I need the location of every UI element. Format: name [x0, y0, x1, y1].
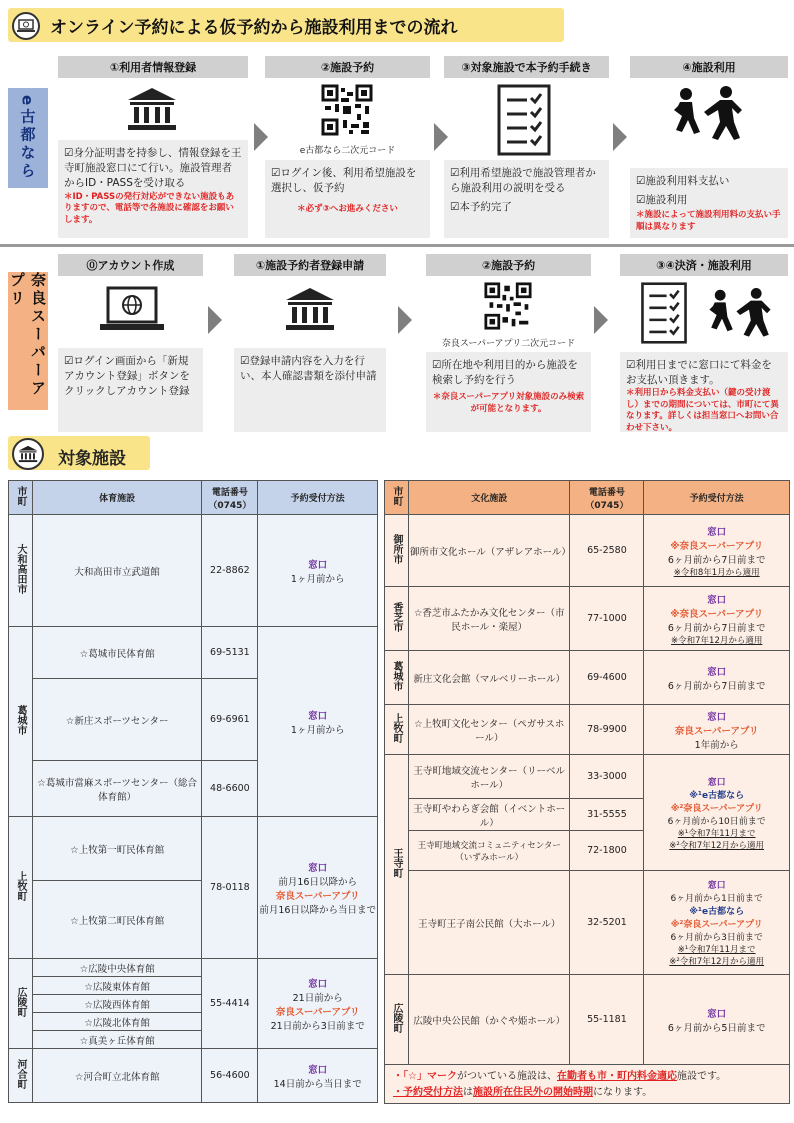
method-app: 奈良スーパーアプリ [275, 1006, 360, 1018]
nara-step1-head: ①施設予約者登録申請 [234, 254, 386, 276]
method-main: 窓口 [707, 594, 727, 606]
tel: 31-5555 [570, 799, 644, 831]
facility-name: ☆葛城市當麻スポーツセンター（総合体育館） [32, 761, 201, 817]
method-ekofu: ※¹e古都なら [689, 790, 745, 801]
tel: 33-3000 [570, 755, 644, 799]
nara-step2-box [426, 352, 591, 432]
qr-code-icon [321, 84, 373, 139]
method-note: ※¹令和7年11月まで [677, 828, 756, 839]
arrow-icon [398, 306, 412, 334]
table-row [9, 627, 378, 679]
table-header-row [385, 481, 790, 515]
ekofu-step3-head: ③対象施設で本予約手続き [444, 56, 609, 78]
method-note: ※²令和7年12月から適用 [669, 957, 765, 967]
building-icon [12, 438, 44, 470]
nara-step2-head: ②施設予約 [426, 254, 591, 276]
method-sub: 6ヶ月前から10日前まで [667, 816, 766, 827]
city-label: 広陵町 [390, 1003, 402, 1033]
notes-box [384, 1064, 790, 1104]
method-main: 窓口 [707, 1008, 727, 1020]
nara-step3-box [620, 352, 788, 432]
table-row [385, 587, 790, 651]
checklist-icon [497, 84, 551, 159]
method-note: ※令和8年1月から適用 [673, 567, 760, 578]
method-main: 窓口 [707, 777, 726, 788]
facility-name: 広陵中央公民館（かぐや姫ホール） [408, 975, 570, 1065]
method-sub: 6ヶ月前から7日前まで [667, 622, 766, 634]
tel: 72-1800 [570, 831, 644, 871]
method-sub2: 前月16日以降から当日まで [259, 904, 376, 916]
facility-name: ☆広陵西体育館 [32, 995, 201, 1013]
nara-step3-body: ☑利用日までに窓口にて料金をお支払い頂きます。 [626, 359, 772, 387]
city-label: 御所市 [390, 534, 402, 564]
method-cell [258, 627, 378, 817]
table-row [385, 705, 790, 755]
table-row [385, 871, 790, 975]
method-cell [644, 705, 790, 755]
city-label: 上牧町 [390, 713, 402, 743]
method-app: 奈良スーパーアプリ [674, 725, 759, 737]
city-label: 広陵町 [14, 987, 26, 1017]
table-row [9, 959, 378, 977]
checklist-icon [640, 282, 688, 347]
ekofu-step4-body: ☑施設利用料支払い [636, 175, 730, 187]
nara-qr-caption: 奈良スーパーアプリ二次元コード [441, 339, 576, 349]
arrow-icon [613, 123, 627, 151]
ekofu-step2-box [265, 160, 430, 238]
method-sub: 6ヶ月前から5日前まで [667, 1022, 766, 1034]
table-row [385, 755, 790, 799]
table-row [9, 1049, 378, 1103]
ekofu-step1-box [58, 140, 248, 238]
method-main: 窓口 [308, 862, 328, 874]
ekofu-step1-note: ＊ID・PASSの発行対応ができない施設もありますので、電話等で各施設に確認をお願いします。 [64, 191, 235, 225]
culture-facility-table [384, 480, 790, 1065]
table-row [385, 975, 790, 1065]
ekofu-step1-head: ①利用者情報登録 [58, 56, 248, 78]
note-emph: 施設所在住民外の開始時期 [473, 1087, 593, 1098]
arrow-icon [594, 306, 608, 334]
note-line-1 [393, 1069, 781, 1085]
tel: 78-0118 [202, 817, 258, 959]
ekofu-step2-note: ＊必ず③へお進みください [297, 204, 398, 215]
method-app: 奈良スーパーアプリ [275, 890, 360, 902]
facility-name: ☆葛城市民体育館 [32, 627, 201, 679]
ekofu-step3-box [444, 160, 609, 238]
page-title: オンライン予約による仮予約から施設利用までの流れ [50, 18, 458, 38]
tel: 78-9900 [570, 705, 644, 755]
ekofu-step2-head: ②施設予約 [265, 56, 430, 78]
method-sub2: 21日前から3日前まで [270, 1020, 365, 1032]
city-label: 王寺町 [390, 848, 402, 878]
sports-facility-table [8, 480, 378, 1103]
qr-code-icon [484, 282, 532, 333]
method-sub: 6ヶ月前から7日前まで [667, 554, 766, 566]
note-mark: ・「☆」マーク [393, 1071, 457, 1082]
note-line-2 [393, 1085, 781, 1101]
tel: 55-4414 [202, 959, 258, 1049]
method-main: 窓口 [308, 978, 328, 990]
method-sub: 1ヶ月前から [290, 724, 345, 736]
facility-name: 王寺町地域交流センター（リーベルホール） [408, 755, 570, 799]
tel: 69-5131 [202, 627, 258, 679]
table-row [9, 817, 378, 881]
method-app: ※奈良スーパーアプリ [670, 608, 764, 620]
nara-step2-note: ＊奈良スーパーアプリ対象施設のみ検索が可能となります。 [432, 392, 585, 414]
tel: 69-6961 [202, 679, 258, 761]
table-row [385, 651, 790, 705]
method-cell [258, 817, 378, 959]
nara-step2-body: ☑所在地や利用目的から施設を検索し予約を行う [432, 359, 578, 387]
method-main: 窓口 [707, 881, 726, 891]
method-sub: 14日前から当日まで [273, 1078, 362, 1090]
nara-step1-body: ☑登録申請内容を入力を行い、本人確認書類を添付申請 [240, 355, 377, 383]
nara-step0-head: ⓪アカウント作成 [58, 254, 203, 276]
city-label: 葛城市 [390, 661, 402, 691]
nara-step0-box [58, 348, 203, 432]
facility-name: ☆上牧第二町民体育館 [32, 881, 201, 959]
building-icon [126, 86, 178, 135]
method-main: 窓口 [707, 666, 727, 678]
facility-name: ☆広陵北体育館 [32, 1013, 201, 1031]
method-sub: 1年前から [694, 739, 739, 751]
header-facility: 文化施設 [408, 481, 570, 515]
tel: 65-2580 [570, 515, 644, 587]
method-app: ※奈良スーパーアプリ [670, 540, 764, 552]
facility-name: 王寺町地域交流コミュニティセンター（いずみホール） [408, 831, 570, 871]
method-sub: 6ヶ月前から1日前まで [670, 894, 763, 904]
section-title: 対象施設 [58, 449, 126, 469]
tel: 77-1000 [570, 587, 644, 651]
facility-name: 王寺町やわらぎ会館（イベントホール） [408, 799, 570, 831]
facility-name: ☆河合町立北体育館 [32, 1049, 201, 1103]
header-tel: 電話番号（0745） [570, 481, 644, 515]
method-sub: 6ヶ月前から3日前まで [670, 933, 763, 943]
method-main: 窓口 [707, 711, 727, 723]
note-mark: ・予約受付方法 [393, 1087, 463, 1098]
city-label: 河合町 [14, 1059, 26, 1089]
facility-name: ☆広陵中央体育館 [32, 959, 201, 977]
nara-step3-note: ＊利用日から料金支払い（鍵の受け渡し）までの期間については、市町にて異なります。詳しくは担当窓口へお問い合わせ下さい。 [626, 388, 779, 433]
facility-name: 新庄文化会館（マルベリーホール） [408, 651, 570, 705]
note-text: は [463, 1087, 473, 1098]
note-text: 施設です。 [676, 1071, 727, 1082]
method-sub: 1ヶ月前から [290, 573, 345, 585]
header-city: 市町 [390, 486, 402, 506]
table-header-row [9, 481, 378, 515]
nara-side-label: 奈良スーパーアプリ [8, 272, 48, 410]
table-row [9, 515, 378, 627]
note-text: がついている施設は、 [456, 1071, 557, 1082]
method-cell [644, 871, 790, 975]
method-cell [644, 651, 790, 705]
nara-step0-body: ☑ログイン画面から「新規アカウント登録」ボタンをクリックしアカウント登録 [64, 355, 190, 398]
nara-step3-head: ③④決済・施設利用 [620, 254, 788, 276]
ekofu-step4-head: ④施設利用 [630, 56, 788, 78]
tel: 55-1181 [570, 975, 644, 1065]
facility-name: ☆真美ヶ丘体育館 [32, 1031, 201, 1049]
ekofu-step4-box [630, 168, 788, 238]
ekofu-step2-body: ☑ログイン後、利用希望施設を選択し、仮予約 [271, 167, 417, 195]
method-note: ※¹令和7年11月まで [677, 945, 756, 955]
method-main: 窓口 [308, 710, 328, 722]
tel: 32-5201 [570, 871, 644, 975]
method-sub: 6ヶ月前から7日前まで [667, 680, 766, 692]
method-cell [258, 1049, 378, 1103]
arrow-icon [434, 123, 448, 151]
ekofu-side-label: e古都なら [8, 88, 48, 188]
arrow-icon [208, 306, 222, 334]
city-label: 香芝市 [390, 602, 402, 632]
header-method: 予約受付方法 [258, 481, 378, 515]
building-icon [284, 286, 336, 335]
method-main: 窓口 [308, 559, 328, 571]
header-facility: 体育施設 [32, 481, 201, 515]
laptop-icon [100, 284, 164, 339]
facility-name: ☆上牧町文化センター（ペガサスホール） [408, 705, 570, 755]
method-cell [258, 959, 378, 1049]
method-cell [644, 975, 790, 1065]
ekofu-step3-body2: ☑本予約完了 [450, 201, 512, 214]
facility-name: ☆広陵東体育館 [32, 977, 201, 995]
ekofu-step4-body2: ☑施設利用 [636, 194, 688, 207]
header-tel: 電話番号（0745） [202, 481, 258, 515]
header-city: 市町 [14, 486, 26, 506]
facility-name: 王寺町王子南公民館（大ホール） [408, 871, 570, 975]
nara-step1-box [234, 348, 386, 432]
method-sub: 21日前から [292, 992, 343, 1004]
method-cell [644, 515, 790, 587]
method-main: 窓口 [308, 1064, 328, 1076]
header-method: 予約受付方法 [644, 481, 790, 515]
tel: 22-8862 [202, 515, 258, 627]
method-sub: 前月16日以降から [278, 876, 357, 888]
note-emph: 在勤者も市・町内料金適応 [556, 1071, 677, 1082]
laptop-icon [12, 12, 40, 40]
city-label: 大和高田市 [14, 544, 26, 594]
tel: 69-4600 [570, 651, 644, 705]
facility-name: 御所市文化ホール（アザレアホール） [408, 515, 570, 587]
facility-name: ☆香芝市ふたかみ文化センター（市民ホール・楽屋） [408, 587, 570, 651]
method-main: 窓口 [707, 526, 727, 538]
table-row [385, 515, 790, 587]
facility-name: ☆上牧第一町民体育館 [32, 817, 201, 881]
method-cell [644, 587, 790, 651]
section-divider [0, 244, 794, 247]
tel: 48-6600 [202, 761, 258, 817]
method-cell [644, 755, 790, 871]
method-app: ※²奈良スーパーアプリ [670, 920, 763, 930]
facility-name: ☆新庄スポーツセンター [32, 679, 201, 761]
people-icon [704, 288, 776, 345]
method-note: ※令和7年12月から適用 [671, 635, 763, 646]
method-app: ※²奈良スーパーアプリ [670, 803, 763, 814]
ekofu-step1-body: ☑身分証明書を持参し、情報登録を王寺町施設窓口にて行い。施設管理者からID・PASSを受け取る [64, 147, 242, 190]
method-note: ※²令和7年12月から適用 [669, 840, 765, 851]
tel: 56-4600 [202, 1049, 258, 1103]
ekofu-step4-note: ＊施設によって施設利用料の支払い手順は異なります [636, 210, 781, 232]
people-icon [668, 86, 748, 149]
ekofu-qr-caption: e古都なら二次元コード [299, 146, 396, 156]
method-ekofu: ※¹e古都なら [689, 907, 745, 917]
city-label: 葛城市 [14, 705, 26, 735]
facility-name: 大和高田市立武道館 [32, 515, 201, 627]
note-text: になります。 [593, 1087, 653, 1098]
ekofu-step3-body: ☑利用希望施設で施設管理者から施設利用の説明を受る [450, 167, 596, 195]
method-cell [258, 515, 378, 627]
city-label: 上牧町 [14, 871, 26, 901]
